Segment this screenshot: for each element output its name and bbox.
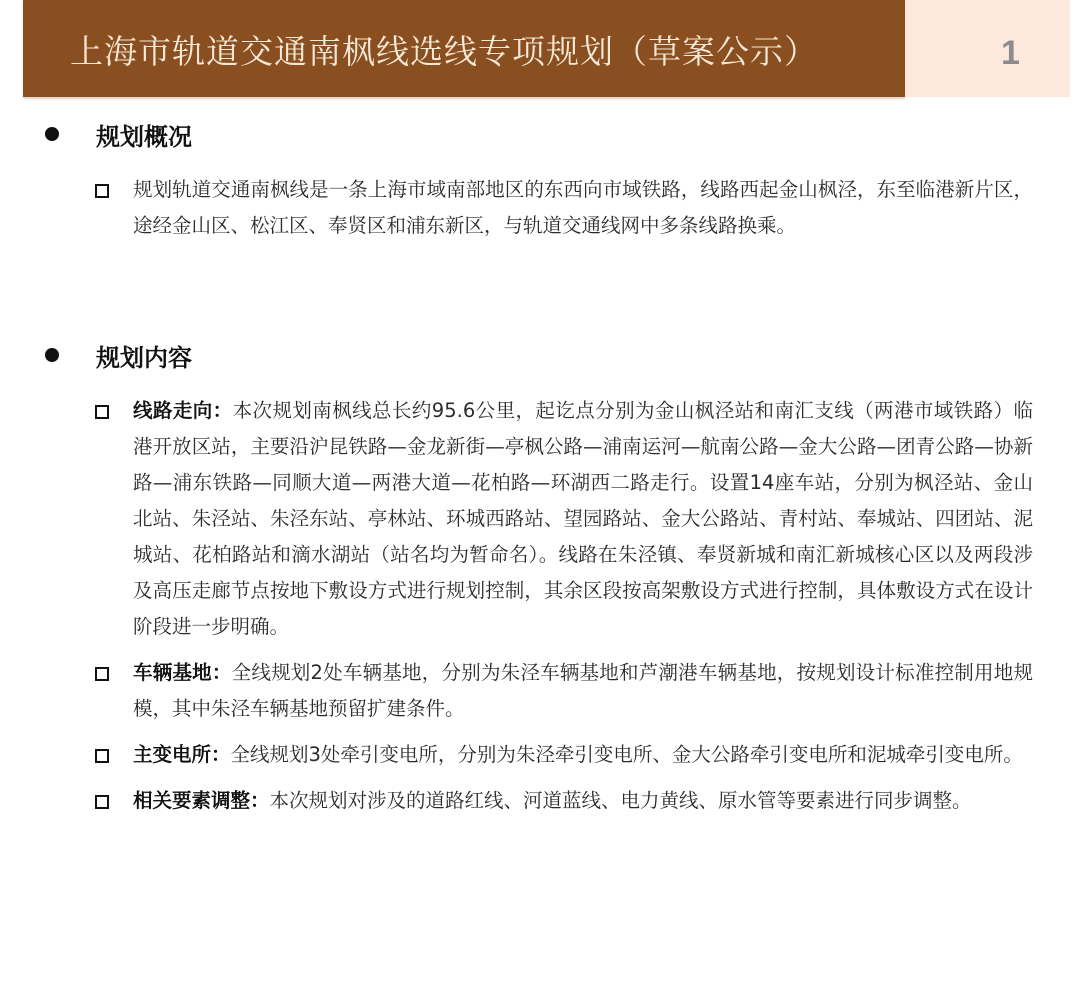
list-item-adjustment: [0, 783, 1080, 819]
list-item-depot: [0, 655, 1080, 727]
square-bullet-icon: [95, 749, 109, 763]
item-text: [133, 783, 1033, 819]
slide-title-bar: [23, 0, 905, 97]
bullet-dot-icon: [45, 127, 59, 141]
page-number: 1: [1001, 34, 1020, 72]
item-label: 线路走向：: [133, 399, 233, 422]
item-label: 主变电所：: [133, 743, 231, 766]
section-title: 规划内容: [96, 344, 192, 372]
bullet-dot-icon: [45, 348, 59, 362]
item-text: [133, 393, 1033, 645]
list-item-substation: [0, 737, 1080, 773]
section-heading: [0, 336, 1080, 376]
item-body: 全线规划2处车辆基地，分别为朱泾车辆基地和芦潮港车辆基地，按规划设计标准控制用地规模，其中朱泾车辆基地预留扩建条件。: [133, 661, 1033, 720]
item-body: 全线规划3处牵引变电所，分别为朱泾牵引变电所、金大公路牵引变电所和泥城牵引变电所。: [230, 743, 1023, 766]
item-text: [133, 655, 1033, 727]
page-number-box: [905, 0, 1070, 97]
item-body: 本次规划南枫线总长约95.6公里，起讫点分别为金山枫泾站和南汇支线（两港市域铁路）临港开放区站，主要沿沪昆铁路—金龙新街—亭枫公路—浦南运河—航南公路—金大公路—团青公路—协新路—浦东铁路—同顺大道—两港大道—花柏路—环湖西二路走行。设置14座车站，分别为枫泾站、金山北站、朱泾站、朱泾东站、亭林站、环城西路站、望园路站、金大公路站、青村站、奉城站、四团站、泥城站、花柏路站和滴水湖站（站名均为暂命名）。线路在朱泾镇、奉贤新城和南汇新城核心区以及两段涉及高压走廊节点按地下敷设方式进行规划控制，其余区段按高架敷设方式进行控制，具体敷设方式在设计阶段进一步明确。: [133, 399, 1033, 638]
section-heading: [0, 115, 1080, 155]
section-overview: [0, 115, 1080, 244]
slide-title: 上海市轨道交通南枫线选线专项规划（草案公示）: [70, 32, 818, 71]
square-bullet-icon: [95, 667, 109, 681]
item-text: [133, 172, 1033, 244]
item-text: [133, 737, 1033, 773]
section-title: 规划概况: [96, 123, 192, 151]
square-bullet-icon: [95, 405, 109, 419]
item-body: 本次规划对涉及的道路红线、河道蓝线、电力黄线、原水管等要素进行同步调整。: [269, 789, 972, 812]
item-label: 车辆基地：: [133, 661, 232, 684]
item-body: 规划轨道交通南枫线是一条上海市域南部地区的东西向市域铁路，线路西起金山枫泾，东至临港新片区，途经金山区、松江区、奉贤区和浦东新区，与轨道交通线网中多条线路换乘。: [133, 178, 1033, 237]
section-content: [0, 336, 1080, 819]
list-item-route: [0, 393, 1080, 645]
list-item: [0, 172, 1080, 244]
square-bullet-icon: [95, 184, 109, 198]
item-label: 相关要素调整：: [133, 789, 270, 812]
square-bullet-icon: [95, 795, 109, 809]
